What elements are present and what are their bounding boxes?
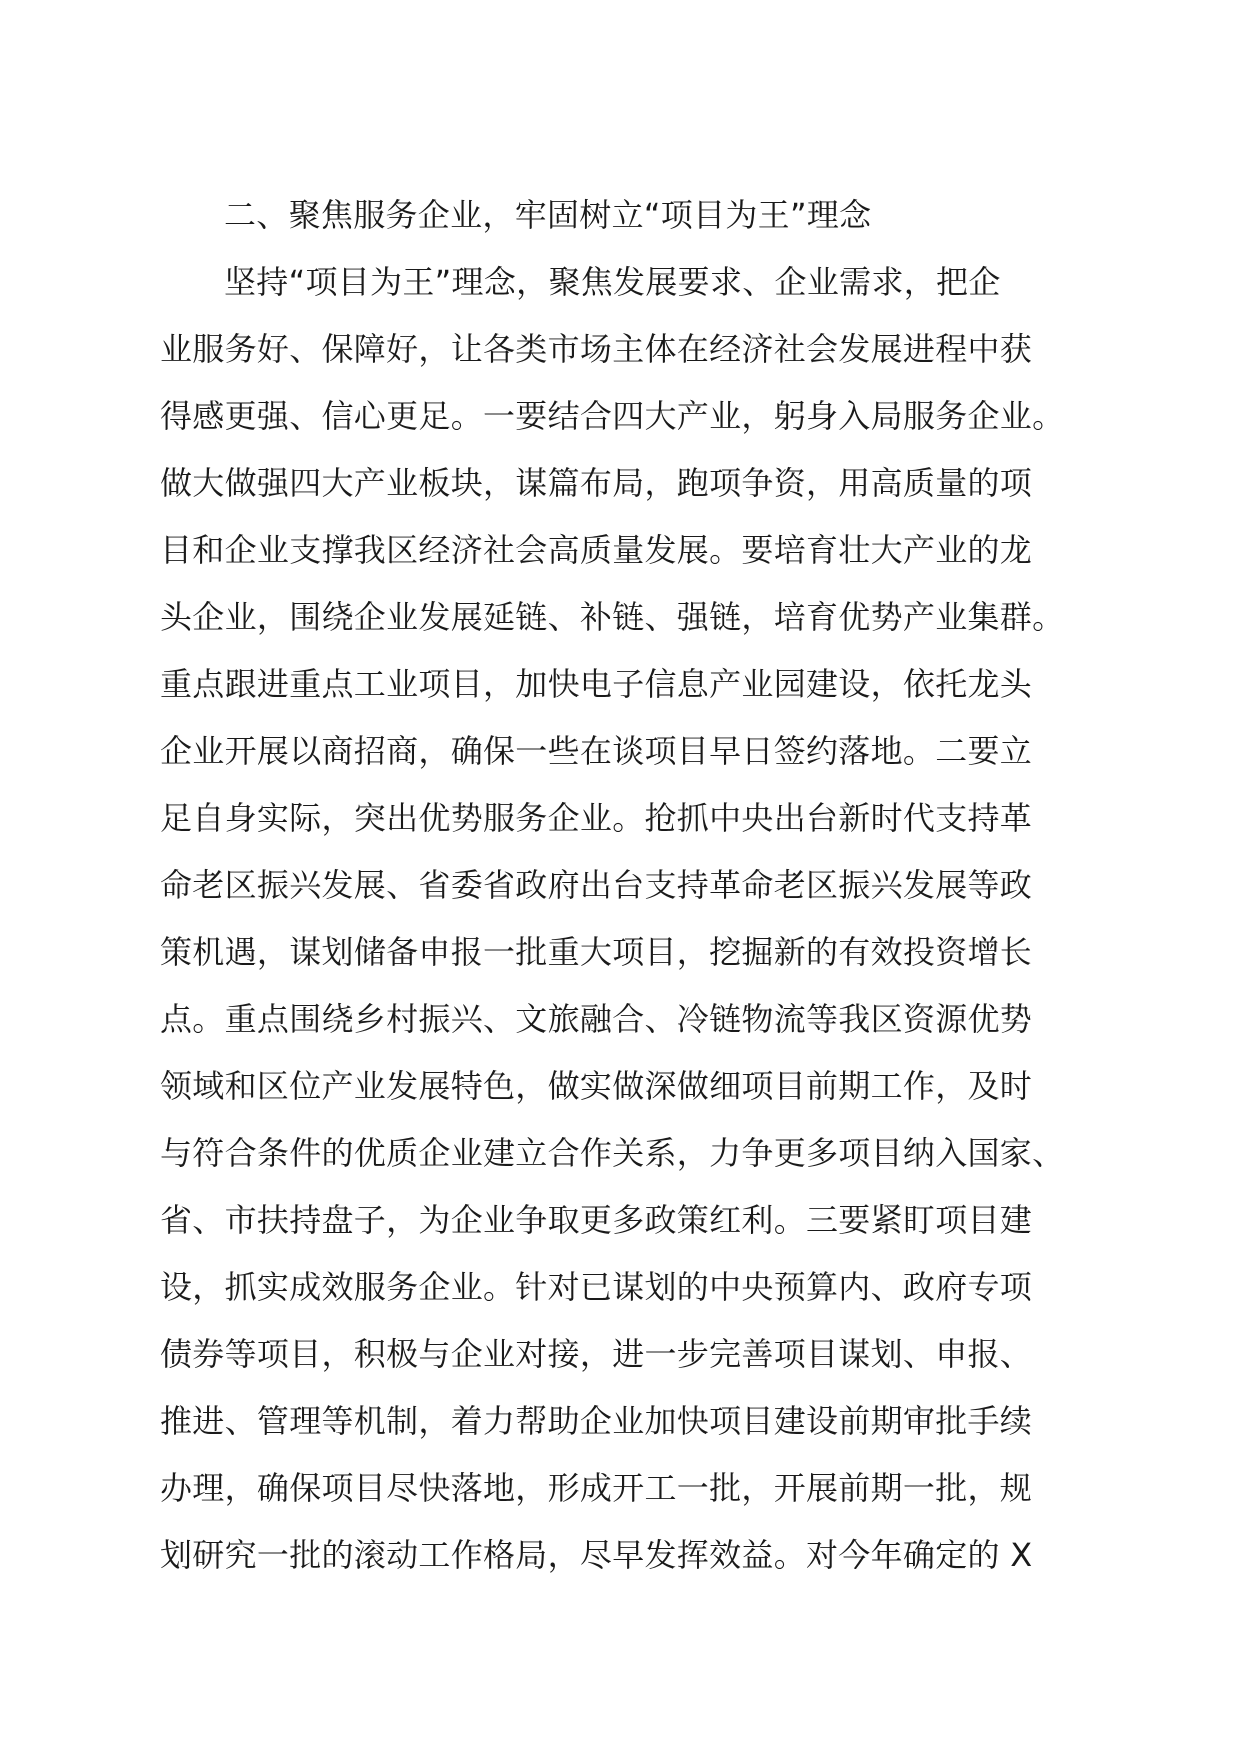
paragraph-line: 与符合条件的优质企业建立合作关系，力争更多项目纳入国家、 <box>160 1134 1065 1172</box>
paragraph-line: 头企业，围绕企业发展延链、补链、强链，培育优势产业集群。 <box>160 598 1065 636</box>
paragraph-line: 目和企业支撑我区经济社会高质量发展。要培育壮大产业的龙 <box>160 531 1033 569</box>
paragraph-line: 业服务好、保障好，让各类市场主体在经济社会发展进程中获 <box>160 330 1033 368</box>
paragraph-line: 足自身实际，突出优势服务企业。抢抓中央出台新时代支持革 <box>160 799 1033 837</box>
paragraph-line: 企业开展以商招商，确保一些在谈项目早日签约落地。二要立 <box>160 732 1033 770</box>
paragraph-line: 办理，确保项目尽快落地，形成开工一批，开展前期一批，规 <box>160 1469 1033 1507</box>
paragraph-line: 点。重点围绕乡村振兴、文旅融合、冷链物流等我区资源优势 <box>160 1000 1033 1038</box>
paragraph-line: 债券等项目，积极与企业对接，进一步完善项目谋划、申报、 <box>160 1335 1033 1373</box>
paragraph-line: 推进、管理等机制，着力帮助企业加快项目建设前期审批手续 <box>160 1402 1033 1440</box>
paragraph-line: 重点跟进重点工业项目，加快电子信息产业园建设，依托龙头 <box>160 665 1033 703</box>
paragraph-line: 划研究一批的滚动工作格局，尽早发挥效益。对今年确定的 X <box>160 1536 1033 1574</box>
paragraph-line: 设，抓实成效服务企业。针对已谋划的中央预算内、政府专项 <box>160 1268 1033 1306</box>
paragraph-line: 做大做强四大产业板块，谋篇布局，跑项争资，用高质量的项 <box>160 464 1033 502</box>
paragraph-line: 得感更强、信心更足。一要结合四大产业，躬身入局服务企业。 <box>160 397 1065 435</box>
paragraph-line: 策机遇，谋划储备申报一批重大项目，挖掘新的有效投资增长 <box>160 933 1033 971</box>
paragraph-line: 坚持“项目为王”理念，聚焦发展要求、企业需求，把企 <box>224 263 1001 301</box>
paragraph-line: 省、市扶持盘子，为企业争取更多政策红利。三要紧盯项目建 <box>160 1201 1033 1239</box>
document-body <box>160 182 1080 1589</box>
paragraph-line: 命老区振兴发展、省委省政府出台支持革命老区振兴发展等政 <box>160 866 1033 904</box>
section-heading: 二、聚焦服务企业，牢固树立“项目为王”理念 <box>224 196 872 234</box>
paragraph-line: 领域和区位产业发展特色，做实做深做细项目前期工作，及时 <box>160 1067 1033 1105</box>
